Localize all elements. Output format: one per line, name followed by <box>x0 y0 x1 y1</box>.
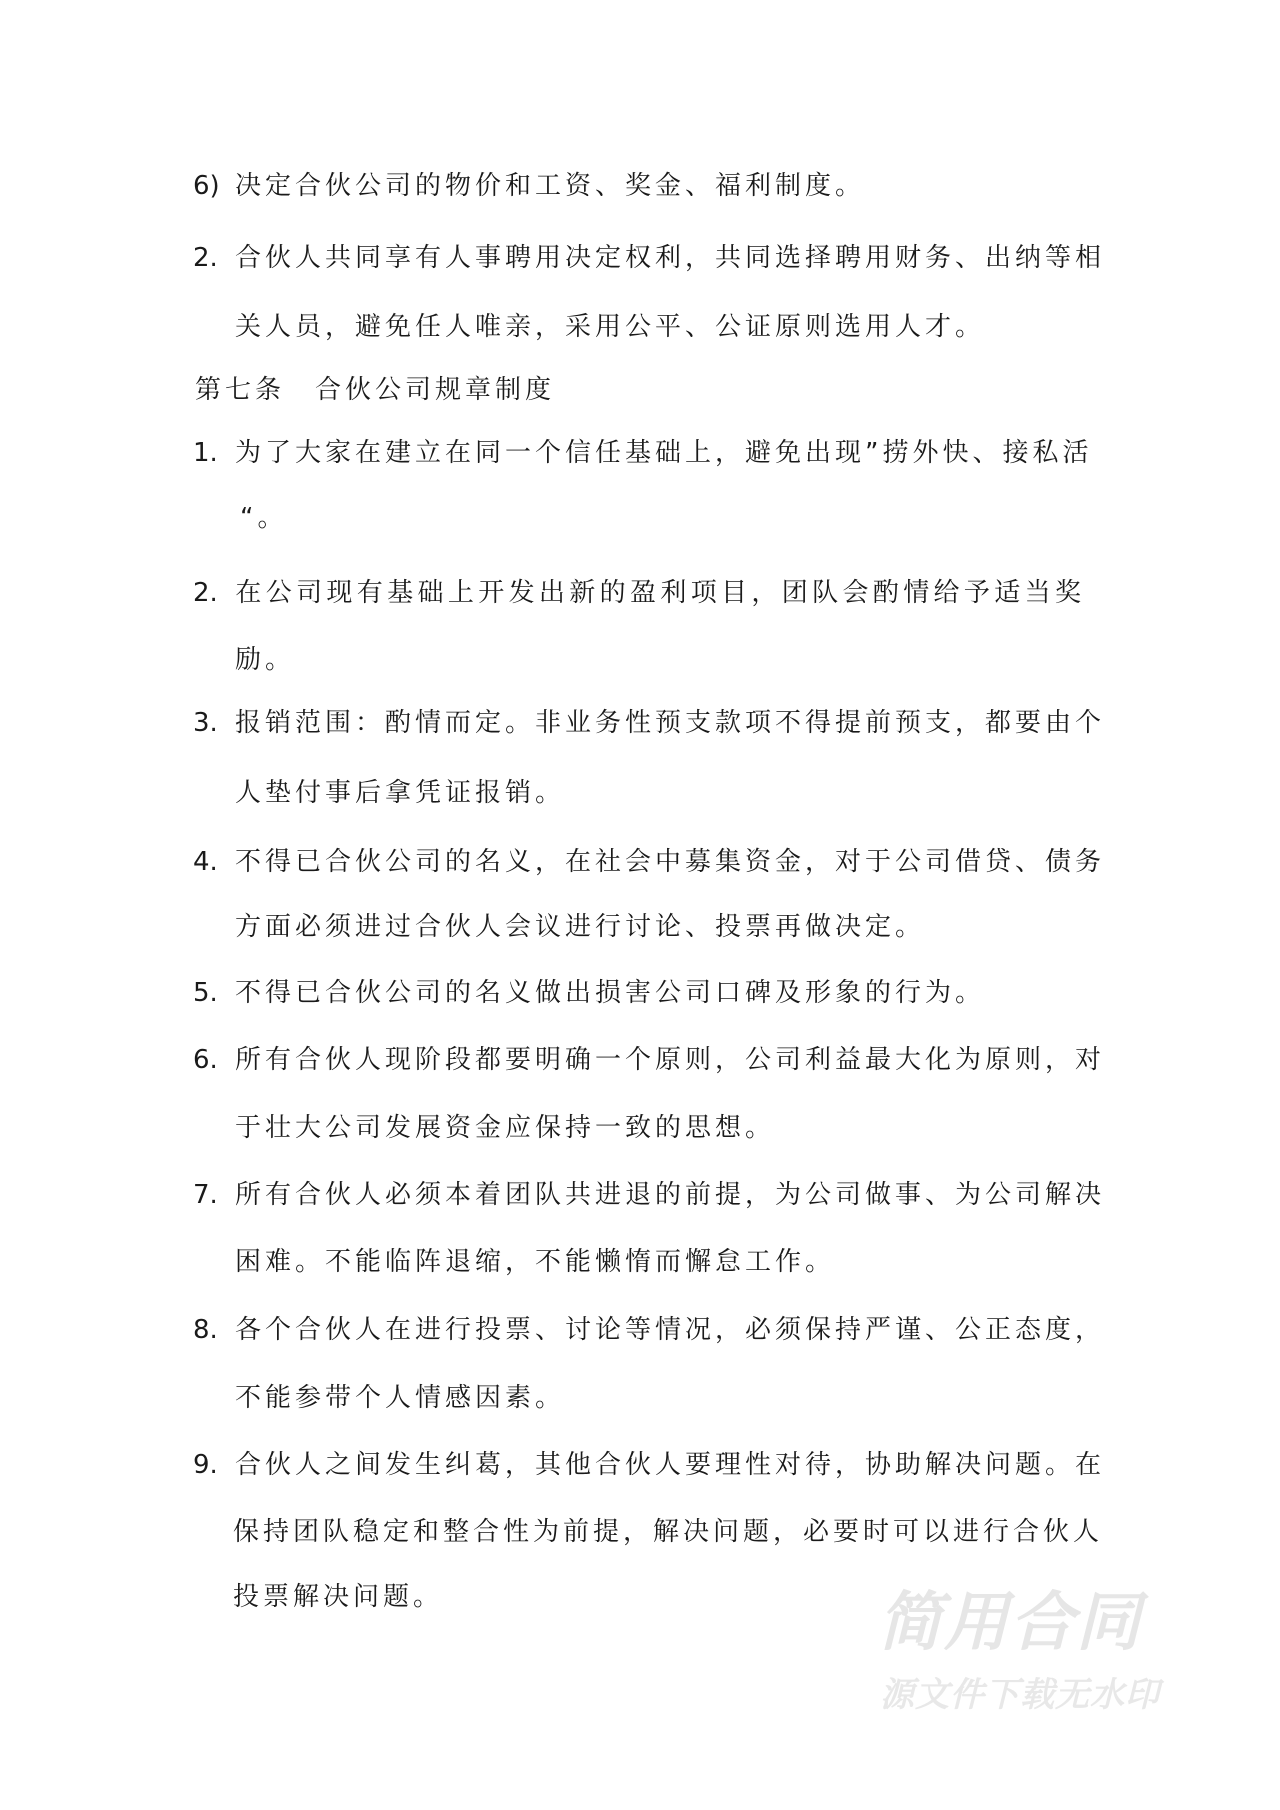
list-item-continuation <box>233 1582 443 1612</box>
item-text: 不得已合伙公司的名义做出损害公司口碑及形象的行为。 <box>235 978 986 1008</box>
item-text: 保持团队稳定和整合性为前提，解决问题，必要时可以进行合伙人 <box>233 1517 1104 1547</box>
item-number: 7. <box>193 1180 218 1210</box>
item-number: 2. <box>193 243 218 273</box>
item-text: 困难。不能临阵退缩，不能懒惰而懈怠工作。 <box>235 1247 836 1277</box>
list-item-continuation <box>235 1383 565 1413</box>
list-item-3 <box>193 708 1106 738</box>
item-text: 人垫付事后拿凭证报销。 <box>235 778 566 808</box>
list-item-9 <box>193 1450 1106 1480</box>
list-item-continuation <box>240 503 287 533</box>
item-text: 不得已合伙公司的名义，在社会中募集资金，对于公司借贷、债务 <box>235 847 1106 877</box>
item-text: 投票解决问题。 <box>233 1582 444 1612</box>
list-item-6-paren <box>193 171 865 201</box>
list-item-2 <box>193 578 1085 608</box>
item-text: 合伙人共同享有人事聘用决定权利，共同选择聘用财务、出纳等相 <box>235 243 1106 273</box>
watermark-title: 简用合同 <box>878 1586 1142 1660</box>
list-item-8 <box>193 1315 1106 1345</box>
list-item-continuation <box>235 312 985 342</box>
list-item-6 <box>193 1045 1106 1075</box>
item-text: “。 <box>240 503 288 533</box>
list-item-2-hr <box>193 243 1106 273</box>
item-text: 关人员，避免任人唯亲，采用公平、公证原则选用人才。 <box>235 312 986 342</box>
list-item-continuation <box>235 912 925 942</box>
item-number: 4. <box>193 847 218 877</box>
item-text: 方面必须进过合伙人会议进行讨论、投票再做决定。 <box>235 912 926 942</box>
item-text: 报销范围：酌情而定。非业务性预支款项不得提前预支，都要由个 <box>235 708 1106 738</box>
item-text: 为了大家在建立在同一个信任基础上，避免出现”捞外快、接私活 <box>235 438 1093 468</box>
list-item-1 <box>193 438 1093 468</box>
section-heading <box>195 375 555 405</box>
list-item-continuation <box>235 1247 835 1277</box>
list-item-continuation <box>235 778 565 808</box>
section-title: 第七条 合伙公司规章制度 <box>195 375 556 405</box>
item-text: 励。 <box>235 645 296 675</box>
item-text: 合伙人之间发生纠葛，其他合伙人要理性对待，协助解决问题。在 <box>235 1450 1106 1480</box>
item-text: 不能参带个人情感因素。 <box>235 1383 566 1413</box>
item-text: 决定合伙公司的物价和工资、奖金、福利制度。 <box>235 171 866 201</box>
item-text: 于壮大公司发展资金应保持一致的思想。 <box>235 1113 776 1143</box>
list-item-continuation <box>233 1517 1104 1547</box>
list-item-continuation <box>235 645 295 675</box>
list-item-continuation <box>235 1113 775 1143</box>
item-text: 所有合伙人现阶段都要明确一个原则，公司利益最大化为原则，对 <box>235 1045 1106 1075</box>
item-text: 所有合伙人必须本着团队共进退的前提，为公司做事、为公司解决 <box>235 1180 1106 1210</box>
item-text: 在公司现有基础上开发出新的盈利项目，团队会酌情给予适当奖 <box>235 578 1085 608</box>
item-number: 8. <box>193 1315 218 1345</box>
list-item-4 <box>193 847 1106 877</box>
item-text: 各个合伙人在进行投票、讨论等情况，必须保持严谨、公正态度， <box>235 1315 1106 1345</box>
item-number: 6. <box>193 1045 218 1075</box>
item-number: 2. <box>193 578 218 608</box>
list-item-7 <box>193 1180 1106 1210</box>
item-number: 6) <box>193 171 220 201</box>
watermark-subtitle: 源文件下载无水印 <box>880 1675 1160 1715</box>
item-number: 9. <box>193 1450 218 1480</box>
item-number: 3. <box>193 708 218 738</box>
item-number: 5. <box>193 978 218 1008</box>
list-item-5 <box>193 978 985 1008</box>
item-number: 1. <box>193 438 218 468</box>
